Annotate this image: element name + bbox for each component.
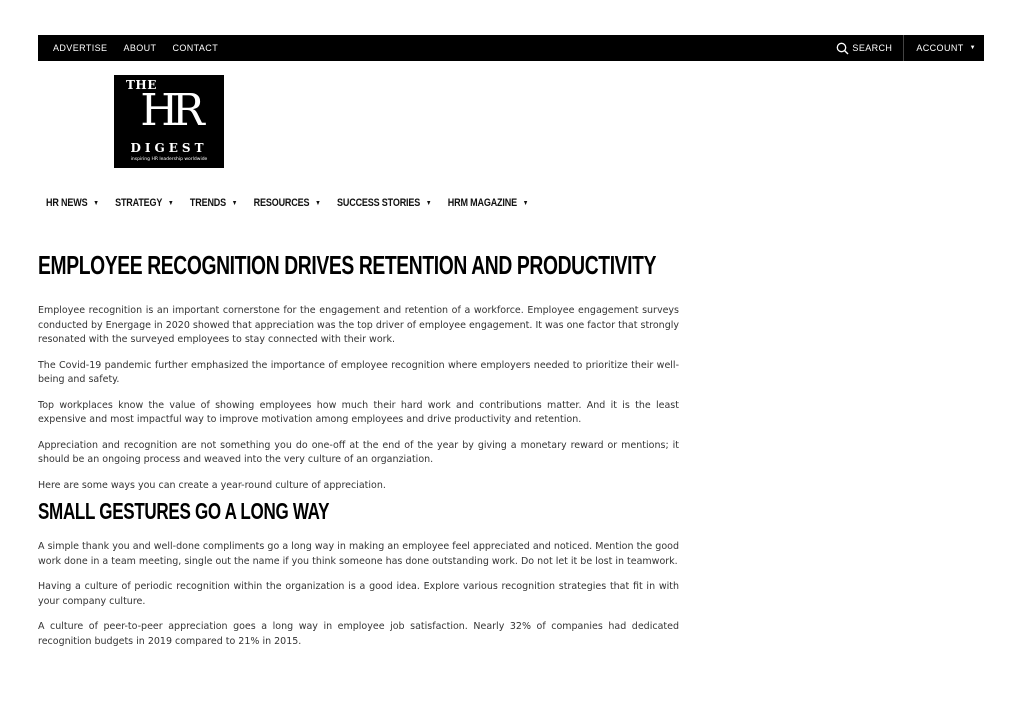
contact-link[interactable]: CONTACT — [172, 43, 219, 53]
search-label: SEARCH — [852, 43, 893, 53]
nav-label: RESOURCES — [253, 197, 310, 209]
caret-down-icon: ▼ — [522, 199, 529, 207]
nav-label: TRENDS — [189, 197, 227, 209]
main-navigation — [46, 194, 545, 212]
section-heading: SMALL GESTURES GO A LONG WAY — [38, 498, 330, 524]
logo-tagline: inspiring HR leadership worldwide — [130, 157, 208, 162]
logo-the: THE — [126, 78, 157, 92]
nav-label: STRATEGY — [115, 197, 163, 209]
advertise-link[interactable]: ADVERTISE — [53, 43, 108, 53]
article-title: EMPLOYEE RECOGNITION DRIVES RETENTION AND PRODUCTIVITY — [38, 250, 657, 280]
caret-down-icon: ▼ — [425, 199, 432, 207]
nav-item-strategy[interactable] — [115, 197, 173, 209]
logo-digest: DIGEST — [130, 141, 208, 155]
nav-item-resources[interactable] — [254, 197, 321, 209]
site-logo[interactable] — [114, 75, 224, 168]
nav-label: SUCCESS STORIES — [337, 197, 421, 209]
search-icon — [836, 42, 849, 55]
logo-hr: HR — [140, 85, 198, 136]
nav-item-hrm-magazine[interactable] — [448, 197, 528, 209]
top-bar — [38, 35, 984, 61]
article-paragraph: Appreciation and recognition are not something you do one-off at the end of the year by giving a monetary reward or mentions; it should be an ongoing process and weaved into the very culture of an organziation. — [38, 439, 679, 465]
article-paragraph: Top workplaces know the value of showing employees how much their hard work and contributions matter. And it is the least expensive and most impactful way to improve motivation among employees and drive productivity and retention. — [38, 399, 679, 425]
caret-down-icon: ▼ — [315, 199, 321, 207]
article-paragraph: Here are some ways you can create a year-round culture of appreciation. — [38, 479, 386, 491]
account-label: ACCOUNT — [916, 43, 964, 53]
nav-item-success-stories[interactable] — [337, 197, 431, 209]
search-button[interactable] — [836, 35, 904, 61]
article-paragraph: A simple thank you and well-done compliments go a long way in making an employee feel appreciated and noticed. Mention the good work done in a team meeting, single out the name if you think someone has done outstanding work. Do not let it be lost in teamwork. — [38, 541, 679, 567]
caret-down-icon: ▼ — [93, 199, 99, 207]
nav-label: HR NEWS — [46, 197, 88, 209]
nav-item-hr-news[interactable] — [46, 197, 99, 209]
account-button[interactable] — [904, 35, 984, 61]
caret-down-icon: ▼ — [167, 199, 174, 207]
caret-down-icon: ▼ — [231, 199, 238, 207]
article-paragraph: Employee recognition is an important cornerstone for the engagement and retention of a workforce. Employee engagement surveys conducted by Energage in 2020 showed that appreciation was the top driver of employee engagement. It was one factor that strongly resonated with the surveyed employees to stay connected with their work. — [38, 305, 679, 345]
top-right — [836, 35, 984, 61]
article-paragraph: A culture of peer-to-peer appreciation goes a long way in employee job satisfaction. Nearly 32% of companies had dedicated recognition budgets in 2019 compared to 21% in 2015. — [38, 621, 679, 647]
about-link[interactable]: ABOUT — [123, 43, 157, 53]
article-paragraph: The Covid-19 pandemic further emphasized the importance of employee recognition where employers needed to prioritize their well-being and safety. — [38, 359, 679, 385]
nav-item-trends[interactable] — [190, 197, 237, 209]
caret-down-icon: ▼ — [969, 45, 976, 51]
article-body — [38, 304, 679, 660]
article-paragraph: Having a culture of periodic recognition within the organization is a good idea. Explore various recognition strategies that fit in with your company culture. — [38, 581, 679, 607]
top-links — [53, 35, 234, 61]
nav-label: HRM MAGAZINE — [447, 197, 517, 209]
